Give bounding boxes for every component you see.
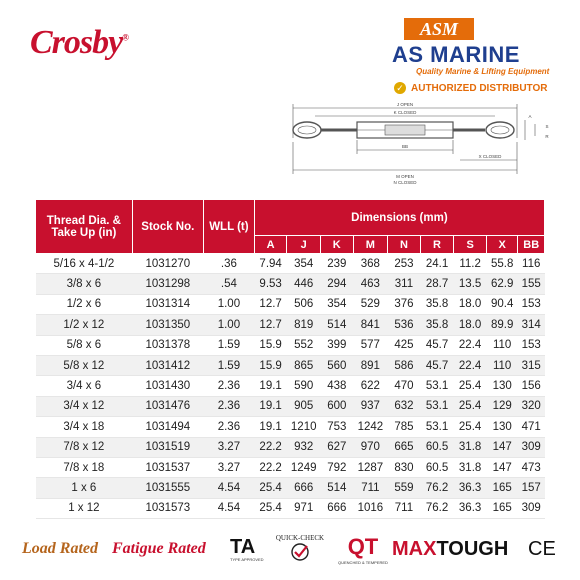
table-row bbox=[36, 355, 545, 375]
asm-monogram-text: ASM bbox=[419, 19, 459, 39]
table-cell: 294 bbox=[321, 274, 354, 294]
qt-logo bbox=[338, 534, 388, 565]
table-cell: 536 bbox=[388, 315, 421, 335]
diagram-label-j: J OPEN bbox=[396, 102, 414, 107]
table-cell: 116 bbox=[518, 254, 545, 274]
table-cell: 22.4 bbox=[454, 355, 487, 375]
dim-header-r: R bbox=[420, 236, 454, 254]
table-cell: 89.9 bbox=[486, 315, 518, 335]
table-cell: 559 bbox=[388, 478, 421, 498]
table-cell: 1/2 x 6 bbox=[36, 294, 133, 314]
qt-mark: QT bbox=[347, 534, 379, 559]
table-cell: 155 bbox=[518, 274, 545, 294]
table-cell: 62.9 bbox=[486, 274, 518, 294]
table-cell: 665 bbox=[388, 437, 421, 457]
table-row bbox=[36, 294, 545, 314]
table-row bbox=[36, 254, 545, 274]
table-row bbox=[36, 376, 545, 396]
table-cell: 446 bbox=[287, 274, 321, 294]
crosby-wordmark: Crosby bbox=[30, 24, 123, 61]
dim-header-n: N bbox=[388, 236, 421, 254]
asm-monogram-icon bbox=[404, 18, 474, 40]
table-row bbox=[36, 417, 545, 437]
table-cell: 36.3 bbox=[454, 498, 487, 518]
table-cell: 147 bbox=[486, 457, 518, 477]
table-cell: 711 bbox=[388, 498, 421, 518]
table-cell: 5/8 x 12 bbox=[36, 355, 133, 375]
table-cell: 3/4 x 18 bbox=[36, 417, 133, 437]
table-cell: 1031476 bbox=[132, 396, 203, 416]
table-cell: 11.2 bbox=[454, 254, 487, 274]
table-cell: 4.54 bbox=[203, 478, 254, 498]
table-cell: 157 bbox=[518, 478, 545, 498]
table-body bbox=[36, 254, 545, 519]
diagram-label-x: X CLOSED bbox=[478, 154, 502, 159]
table-cell: 1249 bbox=[287, 457, 321, 477]
table-cell: 560 bbox=[321, 355, 354, 375]
table-cell: 471 bbox=[518, 417, 545, 437]
table-cell: 891 bbox=[353, 355, 388, 375]
type-approved-logo bbox=[230, 536, 264, 562]
table-cell: 600 bbox=[321, 396, 354, 416]
header-thread: Thread Dia. & Take Up (in) bbox=[36, 200, 133, 254]
table-cell: 2.36 bbox=[203, 396, 254, 416]
table-cell: 666 bbox=[321, 498, 354, 518]
table-cell: 1031412 bbox=[132, 355, 203, 375]
table-cell: 785 bbox=[388, 417, 421, 437]
table-cell: 2.36 bbox=[203, 376, 254, 396]
table-cell: 7/8 x 12 bbox=[36, 437, 133, 457]
table-row bbox=[36, 478, 545, 498]
authorized-badge-label: AUTHORIZED DISTRIBUTOR bbox=[411, 82, 548, 94]
table-cell: 130 bbox=[486, 417, 518, 437]
table-cell: 354 bbox=[321, 294, 354, 314]
table-cell: 76.2 bbox=[420, 498, 454, 518]
table-row bbox=[36, 315, 545, 335]
table-cell: 7.94 bbox=[254, 254, 287, 274]
table-cell: 4.54 bbox=[203, 498, 254, 518]
table-cell: 35.8 bbox=[420, 315, 454, 335]
table-cell: 53.1 bbox=[420, 376, 454, 396]
table-cell: 905 bbox=[287, 396, 321, 416]
table-cell: 309 bbox=[518, 437, 545, 457]
table-cell: 970 bbox=[353, 437, 388, 457]
table-cell: 1/2 x 12 bbox=[36, 315, 133, 335]
table-cell: 314 bbox=[518, 315, 545, 335]
diagram-label-m: M OPEN bbox=[396, 174, 414, 179]
table-cell: 841 bbox=[353, 315, 388, 335]
table-cell: 1287 bbox=[353, 457, 388, 477]
table-cell: 1031430 bbox=[132, 376, 203, 396]
table-cell: 577 bbox=[353, 335, 388, 355]
table-cell: 153 bbox=[518, 294, 545, 314]
table-cell: 19.1 bbox=[254, 396, 287, 416]
table-cell: 130 bbox=[486, 376, 518, 396]
table-cell: 514 bbox=[321, 478, 354, 498]
table-cell: 1016 bbox=[353, 498, 388, 518]
table-cell: 937 bbox=[353, 396, 388, 416]
table-cell: 147 bbox=[486, 437, 518, 457]
table-cell: 5/8 x 6 bbox=[36, 335, 133, 355]
table-cell: 35.8 bbox=[420, 294, 454, 314]
table-cell: 60.5 bbox=[420, 437, 454, 457]
table-cell: 1031555 bbox=[132, 478, 203, 498]
table-cell: 711 bbox=[353, 478, 388, 498]
table-row bbox=[36, 457, 545, 477]
dim-header-bb: BB bbox=[518, 236, 545, 254]
table-cell: 153 bbox=[518, 335, 545, 355]
table-cell: 463 bbox=[353, 274, 388, 294]
table-cell: 253 bbox=[388, 254, 421, 274]
dim-header-m: M bbox=[353, 236, 388, 254]
table-cell: 12.7 bbox=[254, 315, 287, 335]
table-cell: 18.0 bbox=[454, 315, 487, 335]
quick-check-logo bbox=[270, 534, 330, 567]
table-cell: 753 bbox=[321, 417, 354, 437]
table-row bbox=[36, 396, 545, 416]
distributor-tagline: Quality Marine & Lifting Equipment bbox=[416, 67, 550, 76]
load-rated-logo: Load Rated bbox=[22, 540, 98, 557]
table-cell: 45.7 bbox=[420, 335, 454, 355]
table-cell: 470 bbox=[388, 376, 421, 396]
table-cell: 18.0 bbox=[454, 294, 487, 314]
diagram-label-s: S bbox=[545, 124, 549, 129]
dim-header-j: J bbox=[287, 236, 321, 254]
table-cell: 19.1 bbox=[254, 376, 287, 396]
table-cell: 830 bbox=[388, 457, 421, 477]
distributor-name: AS MARINE bbox=[392, 42, 520, 67]
table-cell: 438 bbox=[321, 376, 354, 396]
table-cell: 1031494 bbox=[132, 417, 203, 437]
dim-header-a: A bbox=[254, 236, 287, 254]
table-cell: 1031270 bbox=[132, 254, 203, 274]
certification-logos bbox=[0, 530, 580, 570]
table-cell: 1031573 bbox=[132, 498, 203, 518]
table-cell: 5/16 x 4-1/2 bbox=[36, 254, 133, 274]
table-cell: .36 bbox=[203, 254, 254, 274]
table-cell: 586 bbox=[388, 355, 421, 375]
table-cell: 53.1 bbox=[420, 396, 454, 416]
table-cell: 399 bbox=[321, 335, 354, 355]
table-cell: 368 bbox=[353, 254, 388, 274]
table-cell: 15.9 bbox=[254, 335, 287, 355]
table-cell: 666 bbox=[287, 478, 321, 498]
table-cell: 1031350 bbox=[132, 315, 203, 335]
diagram-label-a: A bbox=[528, 114, 532, 119]
table-cell: 1031298 bbox=[132, 274, 203, 294]
table-cell: 1031537 bbox=[132, 457, 203, 477]
table-cell: 354 bbox=[287, 254, 321, 274]
turnbuckle-diagram bbox=[285, 98, 565, 190]
table-cell: 31.8 bbox=[454, 457, 487, 477]
diagram-label-r: R bbox=[545, 134, 549, 139]
diagram-label-k: K CLOSED bbox=[393, 110, 417, 115]
table-cell: 529 bbox=[353, 294, 388, 314]
table-cell: 90.4 bbox=[486, 294, 518, 314]
quick-check-icon bbox=[289, 542, 311, 562]
table-cell: 627 bbox=[321, 437, 354, 457]
table-cell: 311 bbox=[388, 274, 421, 294]
dim-header-k: K bbox=[321, 236, 354, 254]
diagram-label-n: N CLOSED bbox=[393, 180, 417, 185]
header-wll: WLL (t) bbox=[203, 200, 254, 254]
table-cell: 13.5 bbox=[454, 274, 487, 294]
table-cell: 24.1 bbox=[420, 254, 454, 274]
table-cell: 165 bbox=[486, 478, 518, 498]
ta-caption: TYPE APPROVED bbox=[230, 557, 264, 562]
qt-caption: QUENCHED & TEMPERED bbox=[338, 560, 388, 565]
table-cell: 932 bbox=[287, 437, 321, 457]
table-cell: 22.2 bbox=[254, 457, 287, 477]
table-cell: 22.4 bbox=[454, 335, 487, 355]
table-cell: 7/8 x 18 bbox=[36, 457, 133, 477]
table-cell: 3.27 bbox=[203, 457, 254, 477]
crosby-logo bbox=[30, 24, 128, 62]
table-cell: 1.00 bbox=[203, 294, 254, 314]
table-cell: 514 bbox=[321, 315, 354, 335]
table-cell: 632 bbox=[388, 396, 421, 416]
table-cell: 473 bbox=[518, 457, 545, 477]
table-cell: 309 bbox=[518, 498, 545, 518]
table-cell: 315 bbox=[518, 355, 545, 375]
table-cell: 110 bbox=[486, 355, 518, 375]
diagram-label-bb: BB bbox=[401, 144, 409, 149]
dim-header-x: X bbox=[486, 236, 518, 254]
table-cell: 1242 bbox=[353, 417, 388, 437]
table-cell: 25.4 bbox=[454, 396, 487, 416]
table-cell: 239 bbox=[321, 254, 354, 274]
table-cell: 3.27 bbox=[203, 437, 254, 457]
table-cell: 156 bbox=[518, 376, 545, 396]
ta-mark: TA bbox=[230, 536, 256, 558]
table-cell: 28.7 bbox=[420, 274, 454, 294]
table-cell: 1.00 bbox=[203, 315, 254, 335]
table-cell: 320 bbox=[518, 396, 545, 416]
table-row bbox=[36, 274, 545, 294]
table-cell: 36.3 bbox=[454, 478, 487, 498]
table-cell: 129 bbox=[486, 396, 518, 416]
table-cell: 53.1 bbox=[420, 417, 454, 437]
table-cell: 3/8 x 6 bbox=[36, 274, 133, 294]
table-cell: 376 bbox=[388, 294, 421, 314]
table-cell: 31.8 bbox=[454, 437, 487, 457]
table-cell: 19.1 bbox=[254, 417, 287, 437]
table-cell: 25.4 bbox=[254, 498, 287, 518]
table-cell: 25.4 bbox=[254, 478, 287, 498]
dim-header-s: S bbox=[454, 236, 487, 254]
table-cell: 552 bbox=[287, 335, 321, 355]
table-cell: 971 bbox=[287, 498, 321, 518]
distributor-logo bbox=[382, 12, 562, 92]
table-cell: 25.4 bbox=[454, 376, 487, 396]
check-icon: ✓ bbox=[394, 82, 406, 94]
table-cell: 76.2 bbox=[420, 478, 454, 498]
table-cell: 865 bbox=[287, 355, 321, 375]
table-cell: 3/4 x 6 bbox=[36, 376, 133, 396]
fatigue-rated-logo: Fatigue Rated bbox=[112, 540, 206, 557]
maxtough-tough: TOUGH bbox=[436, 538, 509, 560]
table-cell: 1031519 bbox=[132, 437, 203, 457]
authorized-badge bbox=[394, 82, 547, 94]
table-cell: 1031314 bbox=[132, 294, 203, 314]
ce-mark: CE bbox=[528, 538, 556, 560]
table-cell: 9.53 bbox=[254, 274, 287, 294]
table-cell: 590 bbox=[287, 376, 321, 396]
table-cell: .54 bbox=[203, 274, 254, 294]
table-row bbox=[36, 335, 545, 355]
table-cell: 25.4 bbox=[454, 417, 487, 437]
table-row bbox=[36, 498, 545, 518]
table-cell: 1.59 bbox=[203, 355, 254, 375]
table-cell: 1.59 bbox=[203, 335, 254, 355]
table-cell: 792 bbox=[321, 457, 354, 477]
maxtough-logo bbox=[392, 538, 508, 561]
table-cell: 60.5 bbox=[420, 457, 454, 477]
table-cell: 1 x 6 bbox=[36, 478, 133, 498]
quick-check-label: QUICK-CHECK bbox=[275, 534, 325, 542]
table-cell: 1031378 bbox=[132, 335, 203, 355]
header-stock: Stock No. bbox=[132, 200, 203, 254]
table-cell: 506 bbox=[287, 294, 321, 314]
table-cell: 12.7 bbox=[254, 294, 287, 314]
crosby-registered-mark: ® bbox=[122, 32, 128, 43]
table-cell: 45.7 bbox=[420, 355, 454, 375]
table-cell: 110 bbox=[486, 335, 518, 355]
table-cell: 622 bbox=[353, 376, 388, 396]
table-cell: 165 bbox=[486, 498, 518, 518]
table-row bbox=[36, 437, 545, 457]
header-dimensions: Dimensions (mm) bbox=[254, 200, 544, 236]
table-cell: 15.9 bbox=[254, 355, 287, 375]
table-cell: 425 bbox=[388, 335, 421, 355]
table-cell: 1210 bbox=[287, 417, 321, 437]
table-cell: 819 bbox=[287, 315, 321, 335]
table-cell: 2.36 bbox=[203, 417, 254, 437]
table-cell: 1 x 12 bbox=[36, 498, 133, 518]
maxtough-max: MAX bbox=[392, 538, 437, 560]
table-cell: 55.8 bbox=[486, 254, 518, 274]
specifications-table bbox=[35, 199, 545, 519]
table-cell: 3/4 x 12 bbox=[36, 396, 133, 416]
table-cell: 22.2 bbox=[254, 437, 287, 457]
